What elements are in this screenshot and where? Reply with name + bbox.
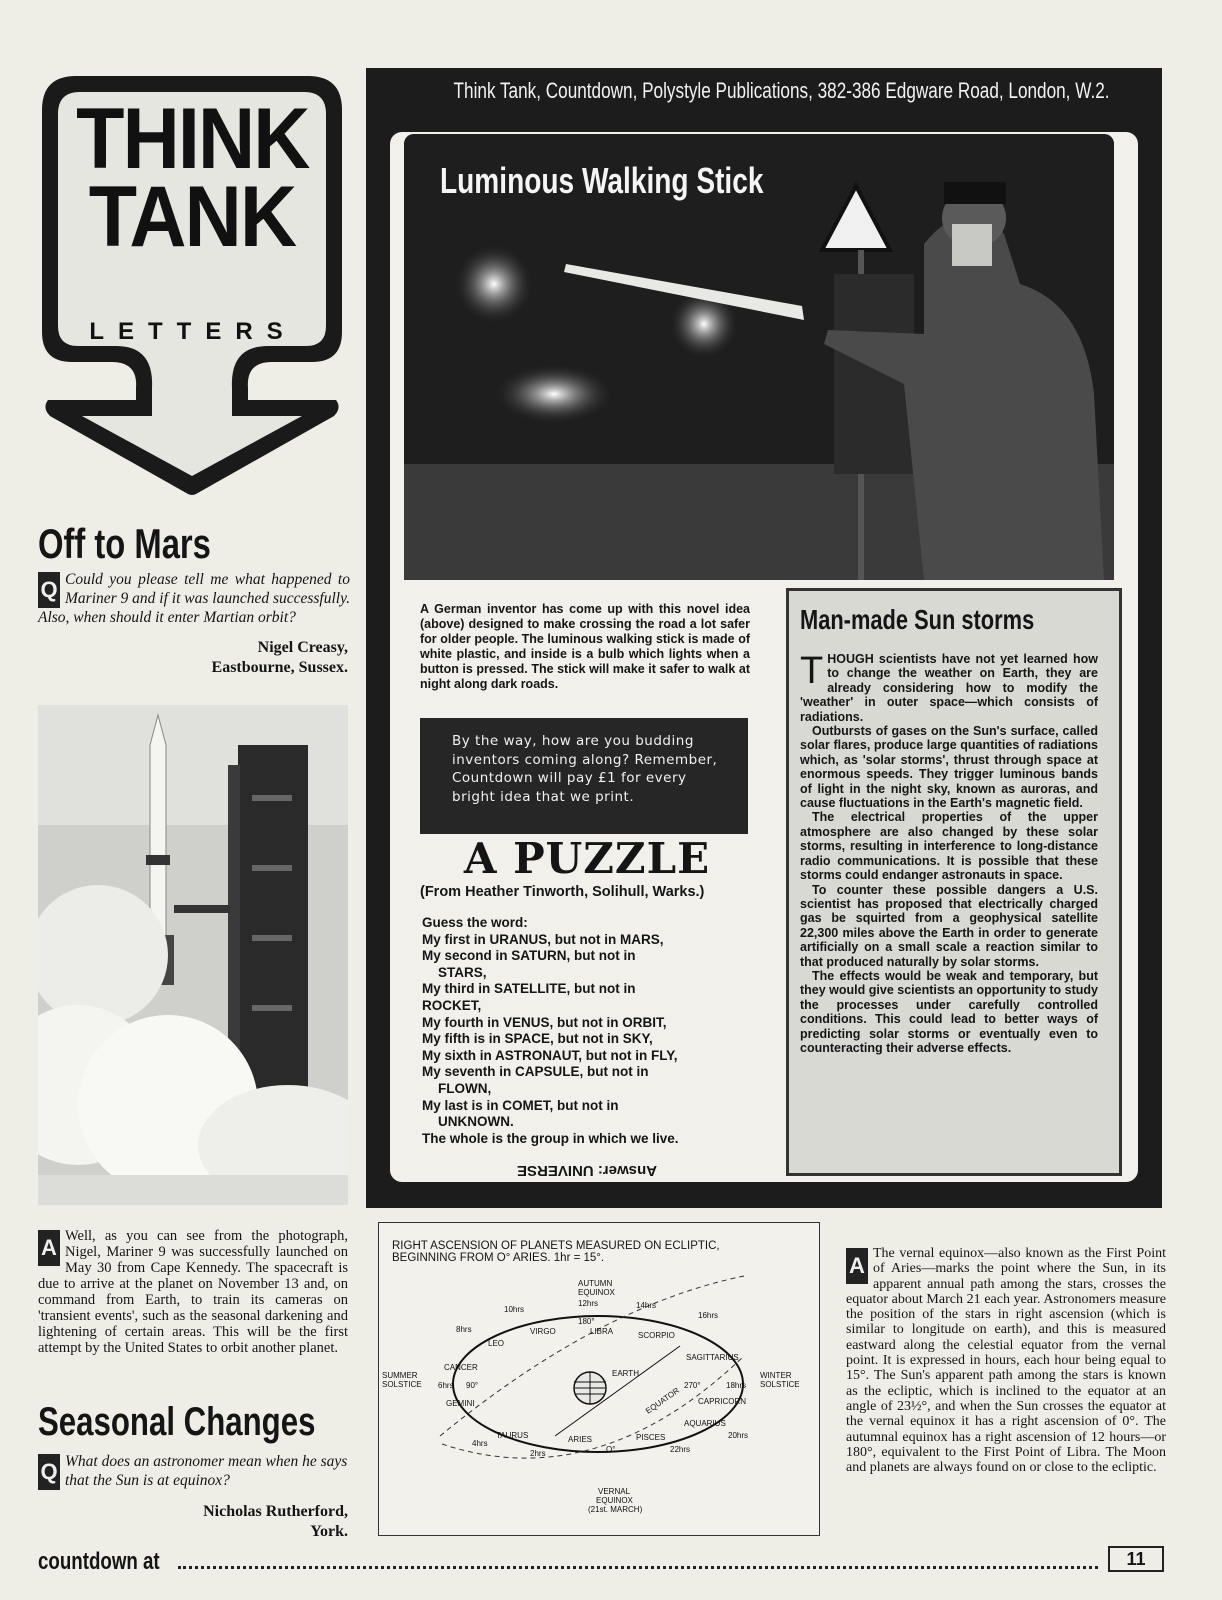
ecliptic-diagram [380, 1266, 816, 1532]
svg-text:CANCER: CANCER [444, 1363, 478, 1372]
letter1-answer-text: Well, as you can see from the photograph, Nigel, Mariner 9 was successfully launched on May 30 from Cape Kennedy. The spacecraft is due to arrive at the planet on November 13 and, on command from Earth, to train its cameras on 'transient events', such as the seasonal darkening and lightening of certain areas. This will be the first attempt by the United States to orbit another planet. [38, 1228, 348, 1356]
letter2-question [38, 1452, 350, 1490]
footer-brand: countdown at [38, 1548, 160, 1575]
svg-text:O°: O° [606, 1445, 616, 1454]
svg-text:SOLSTICE: SOLSTICE [382, 1380, 422, 1389]
svg-text:16hrs: 16hrs [698, 1311, 719, 1320]
puzzle-title: A PUZZLE [463, 834, 711, 883]
drop-cap: T [800, 650, 824, 692]
svg-text:10hrs: 10hrs [504, 1305, 525, 1314]
svg-text:GEMINI: GEMINI [446, 1399, 475, 1408]
page-number: 11 [1108, 1546, 1164, 1572]
puzzle-credit: (From Heather Tinworth, Solihull, Warks.) [420, 884, 705, 900]
sun-storms-title: Man-made Sun storms [800, 604, 1035, 635]
puzzle-line: My fourth in VENUS, but not in ORBIT, [422, 1014, 667, 1030]
puzzle-lines [422, 915, 762, 1147]
svg-text:SOLSTICE: SOLSTICE [760, 1380, 800, 1389]
svg-text:VIRGO: VIRGO [530, 1327, 556, 1336]
svg-text:EARTH: EARTH [612, 1369, 639, 1378]
puzzle-line: My second in SATURN, but not in [422, 948, 636, 964]
svg-text:14hrs: 14hrs [636, 1301, 657, 1310]
svg-text:SUMMER: SUMMER [382, 1371, 418, 1380]
puzzle-line: STARS, [438, 964, 487, 980]
svg-text:WINTER: WINTER [760, 1371, 792, 1380]
letter2-answer-text: The vernal equinox—also known as the First Point of Aries—marks the point where the Sun, in its apparent annual path among the stars, crosses the equator about March 21 each year. Astronomers measure the position of the stars in right ascension (which is similar to longitude on earth), and this is measured eastward along the celestial equator from the vernal point. It is expressed in hours, each hour being equal to 15°. The Sun's apparent path among the stars is known as the ecliptic, which is inclined to the equator at an angle of 23½°, and when the Sun crosses the equator at the vernal equinox it has a right ascension of 0°. The autumnal equinox has a right ascension of 12 hours—or 180°, equivalent to the First Point of Libra. The Moon and planets are always found on or close to the ecliptic. [846, 1246, 1166, 1476]
q-badge: Q [38, 1454, 60, 1490]
letter2-signature: Nicholas Rutherford, York. [203, 1503, 348, 1540]
svg-text:ARIES: ARIES [568, 1435, 593, 1444]
sun-paragraph: The effects would be weak and temporary, but they would give scientists an opportunity to study the processes under carefully controlled conditions. This could lead to better ways of predicting solar storms or eventually even to counteracting their adverse effects. [800, 968, 1098, 1055]
svg-text:TAURUS: TAURUS [496, 1431, 529, 1440]
svg-text:SAGITTARIUS: SAGITTARIUS [686, 1353, 739, 1362]
letter2-title: Seasonal Changes [38, 1400, 316, 1444]
svg-text:2hrs: 2hrs [530, 1449, 546, 1458]
svg-text:PISCES: PISCES [636, 1433, 666, 1442]
puzzle-line: The whole is the group in which we live. [422, 1130, 679, 1146]
puzzle-line: Guess the word: [422, 915, 528, 930]
sun-paragraph: Outbursts of gases on the Sun's surface, called solar flares, produce large quantities of radiations which, as 'solar storms', thrust through space at enormous speeds. They trigger luminous bands of light in the night sky, known as auroras, and cause fluctuations in the Earth's magnetic field. [800, 724, 1098, 811]
puzzle-line: ROCKET, [422, 997, 482, 1013]
address-line: Think Tank, Countdown, Polystyle Publications, 382-386 Edgware Road, London, W.2. [453, 78, 1110, 103]
svg-text:LIBRA: LIBRA [590, 1327, 614, 1336]
q-badge: Q [38, 572, 60, 608]
sun-storms-body: THOUGH scientists have not yet learned how to change the weather on Earth, they are already considering how to modify the 'weather' in outer space—which consists of radiations. Outbursts of gases on the Sun's surface, called solar flares, produce large quantities of radiations which, as 'solar storms', thrust through space at enormous speeds. They trigger luminous bands of light in the night sky, known as auroras, and cause fluctuations in the Earth's magnetic field. The electrical properties of the upper atmosphere are also changed by these solar storms, resulting in interference to long-distance radio communications. It is possible that these storms could endanger astronauts in space. To counter these possible dangers a U.S. scientist has proposed that electrically charged gas be squirted from a geophysical satellite 22,300 miles above the Earth in order to generate artificially on a small scale a reaction similar to that produced naturally by solar storms. The effects would be weak and temporary, but they would give scientists an opportunity to study the processes under carefully controlled conditions. This could lead to better ways of predicting solar storms or eventually even to counteracting their adverse effects. [800, 650, 1098, 1055]
letter1-question [38, 570, 350, 627]
letter2-answer [846, 1246, 1166, 1475]
svg-text:270°: 270° [684, 1381, 701, 1390]
svg-text:CAPRICORN: CAPRICORN [698, 1397, 747, 1406]
svg-text:AQUARIUS: AQUARIUS [684, 1419, 726, 1428]
puzzle-line: FLOWN, [438, 1080, 492, 1096]
rocket-launch-photo [38, 705, 348, 1205]
svg-text:LEO: LEO [488, 1339, 505, 1348]
svg-text:4hrs: 4hrs [472, 1439, 488, 1448]
walking-stick-text: A German inventor has come up with this novel idea (above) designed to make crossing the road a lot safer for older people. The luminous walking stick is made of white plastic, and inside is a bulb which lights when a button is pressed. The stick will make it safer to walk at night along dark roads. [420, 602, 750, 691]
letter1-signature: Nigel Creasy, Eastbourne, Sussex. [211, 639, 348, 676]
puzzle-line: My last is in COMET, but not in [422, 1097, 619, 1113]
svg-text:22hrs: 22hrs [670, 1445, 691, 1454]
by-the-way-text: By the way, how are you budding inventors coming along? Remember, Countdown will pay £1 for every bright idea that we print. [452, 733, 718, 805]
svg-text:VERNAL: VERNAL [598, 1487, 631, 1496]
letter1-question-text: Could you please tell me what happened to Mariner 9 and if it was launched successfully. Also, when should it enter Martian orbit? [38, 571, 351, 626]
letter1-answer [38, 1228, 348, 1356]
svg-text:SCORPIO: SCORPIO [638, 1331, 675, 1340]
puzzle-answer-upside-down: Answer: UNIVERSE [516, 1162, 658, 1179]
svg-text:18hrs: 18hrs [726, 1381, 747, 1390]
puzzle-line: My first in URANUS, but not in MARS, [422, 931, 664, 947]
footer-dotted-rule [178, 1566, 1098, 1569]
svg-text:180°: 180° [578, 1317, 595, 1326]
svg-text:(21st. MARCH): (21st. MARCH) [588, 1505, 643, 1514]
a-badge: A [846, 1248, 868, 1284]
sun-paragraph: The electrical properties of the upper atmosphere are also changed by these solar storms, resulting in interference to long-distance radio communications. It is possible that these storms could endanger astronauts in space. [800, 810, 1098, 883]
a-badge: A [38, 1230, 60, 1266]
svg-text:EQUINOX: EQUINOX [596, 1496, 633, 1505]
puzzle-line: My seventh in CAPSULE, but not in [422, 1064, 649, 1080]
diagram-title: RIGHT ASCENSION OF PLANETS MEASURED ON ECLIPTIC, BEGINNING FROM O° ARIES. 1hr = 15°. [392, 1240, 720, 1264]
svg-text:90°: 90° [466, 1381, 479, 1390]
svg-text:6hrs: 6hrs [438, 1381, 454, 1390]
puzzle-line: My sixth in ASTRONAUT, but not in FLY, [422, 1047, 678, 1063]
logo-subtitle: LETTERS [89, 318, 297, 345]
puzzle-line: UNKNOWN. [438, 1114, 514, 1130]
svg-text:12hrs: 12hrs [578, 1299, 599, 1308]
sun-paragraph: To counter these possible dangers a U.S. scientist has proposed that electrically charged gas be squirted from a geophysical satellite 22,300 miles above the Earth in order to generate artificially on a small scale a reaction similar to that produced naturally by solar storms. [800, 882, 1098, 969]
puzzle-line: My fifth is in SPACE, but not in SKY, [422, 1031, 653, 1047]
svg-text:AUTUMN: AUTUMN [578, 1279, 613, 1288]
svg-text:EQUATOR: EQUATOR [643, 1385, 681, 1416]
puzzle-line: My third in SATELLITE, but not in [422, 981, 636, 997]
svg-text:8hrs: 8hrs [456, 1325, 472, 1334]
letter1-title: Off to Mars [38, 520, 211, 567]
photo-title: Luminous Walking Stick [440, 160, 764, 201]
letter2-question-text: What does an astronomer mean when he says that the Sun is at equinox? [65, 1453, 348, 1489]
svg-text:EQUINOX: EQUINOX [578, 1288, 615, 1297]
logo-title: THINK TANK [76, 91, 309, 265]
svg-text:20hrs: 20hrs [728, 1431, 749, 1440]
